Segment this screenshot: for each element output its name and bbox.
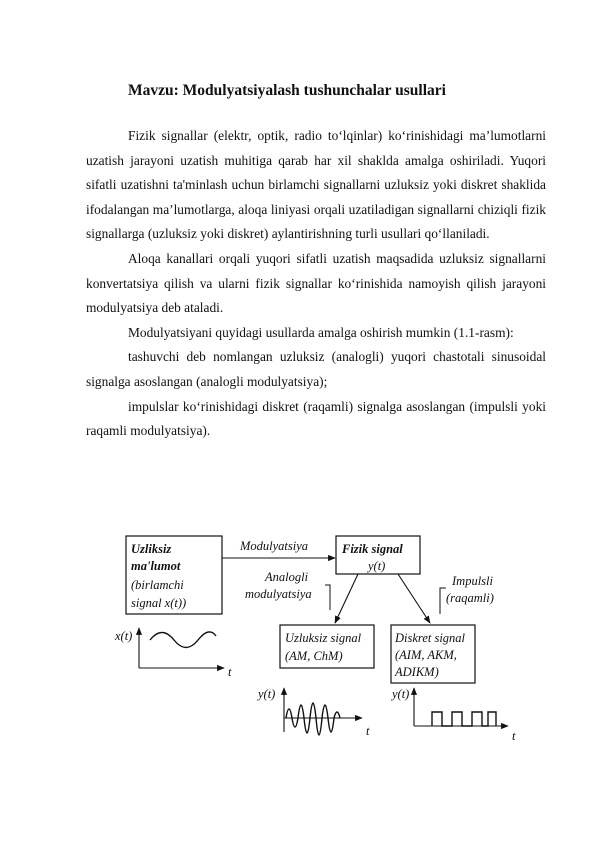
source-sine-wave [150,632,216,648]
continuous-box-line-2: (AM, ChM) [285,649,343,663]
analog-label-line-1: Analogli [265,570,309,584]
continuous-modulated-wave [286,703,340,735]
source-axis-y-label: x(t) [115,629,133,643]
source-box-line-3: (birlamchi [131,578,184,592]
discrete-box-line-2: (AIM, AKM, [395,648,457,662]
physical-box-line-1: Fizik signal [342,542,403,556]
continuous-axis-y-label: y(t) [258,687,276,701]
impulse-label-line-1: Impulsli [452,574,493,588]
discrete-axis-y-label: y(t) [392,687,410,701]
document-title: Mavzu: Modulyatsiyalash tushunchalar usullari [128,82,446,99]
analog-arrow [335,574,358,623]
source-box-line-2: ma'lumot [131,559,181,573]
analog-bracket [325,585,330,610]
continuous-box-line-1: Uzluksiz signal [285,631,362,645]
paragraph-4: tashuvchi deb nomlangan uzluksiz (analogli) yuqori chastotali sinusoidal signalga asoslangan (analogli modulyatsiya); [86,349,546,389]
impulse-label-line-2: (raqamli) [446,591,494,605]
source-box-line-4: signal x(t)) [131,596,187,610]
source-axis-x-label: t [228,665,232,679]
paragraph-5: impulslar koʻrinishidagi diskret (raqamli) signalga asoslangan (impulsli yoki raqamli modulyatsiya). [86,398,546,439]
modulation-label: Modulyatsiya [240,539,309,553]
continuous-axis-x-label: t [366,724,370,738]
paragraph-2: Aloqa kanallari orqali yuqori sifatli uzatish maqsadida uzluksiz signallarni konvertatsiya qilish va ularni fizik signallar koʻrinishida namoyish qilish jarayoni modulyatsiya deb ataladi. [86,250,546,316]
discrete-axis-x-label: t [512,729,516,743]
paragraph-1: Fizik signallar (elektr, optik, radio toʻlqinlar) koʻrinishidagi maʼlumotlarni uzatish jarayoni uzatish muhitiga qarab har xil shaklda amalga oshiriladi. Yuqori sifatli uzatishni ta'minlash uchun birlamchi signallarni uzluksiz yoki diskret shaklida ifodalangan maʼlumotlarga, aloqa liniyasi orqali uzatiladigan signallarni chiziqli fizik signallarga (uzluksiz yoki diskret) aylantirishning turli usullari qoʻllaniladi. [86,128,546,242]
analog-label-line-2: modulyatsiya [245,587,312,601]
impulse-arrow [398,574,430,623]
discrete-box-line-1: Diskret signal [395,631,466,645]
discrete-box-line-3: ADIKM) [395,665,439,679]
paragraph-3: Modulyatsiyani quyidagi usullarda amalga oshirish mumkin (1.1-rasm): [128,324,514,340]
discrete-pulse-train [432,712,496,726]
physical-box-line-2: y(t) [368,559,386,573]
source-box-line-1: Uzliksiz [131,542,172,556]
